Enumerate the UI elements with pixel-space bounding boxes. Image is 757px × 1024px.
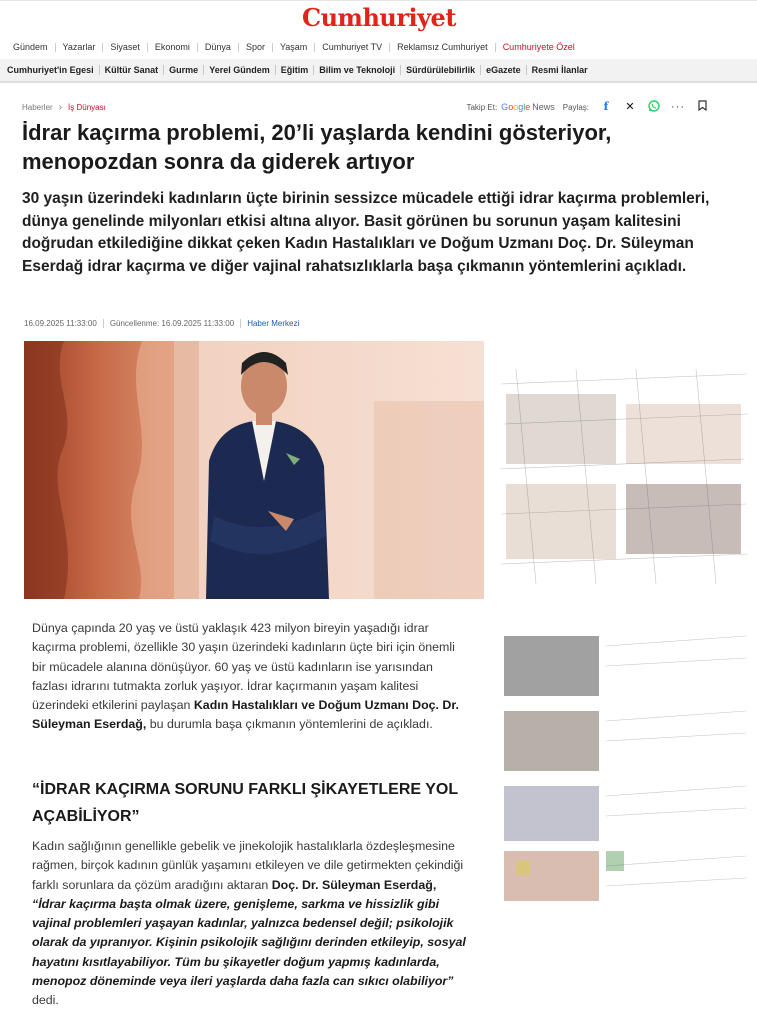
nav-item-dunya[interactable]: Dünya <box>204 42 231 52</box>
nav-item-cumhuriyete-ozel[interactable]: Cumhuriyete Özel <box>502 42 575 52</box>
bookmark-icon[interactable] <box>695 100 709 114</box>
article-subheading: “İDRAR KAÇIRMA SORUNU FARKLI ŞİKAYETLERE YOL AÇABİLİYOR” <box>32 781 458 825</box>
nav-item-siyaset[interactable]: Siyaset <box>110 42 140 52</box>
expert-quote: “İdrar kaçırma başta olmak üzere, genişleme, sarkma ve hissizlik gibi vajinal problemleri yaşayan kadınlar, yalnızca bedensel değil; psikolojik olarak da yıpranıyor. Kişinin psikolojik sağlığını derinden etkileyip, sosyal hayatını kısıtlayabiliyor. Tüm bu şikayetler doğum yapmış kadınlarda, menopoz döneminde veya ileri yaşlarda daha fazla can sıkıcı olabiliyor” <box>32 896 466 989</box>
article-hero-image <box>24 341 484 599</box>
nav-item-gundem[interactable]: Gündem <box>13 42 48 52</box>
site-logo[interactable]: Cumhuriyet <box>302 3 456 32</box>
article-title: İdrar kaçırma problemi, 20’li yaşlarda kendini gösteriyor, menopozdan sonra da giderek artıyor <box>22 120 612 174</box>
published-date: 16.09.2025 11:33:00 <box>24 319 97 328</box>
google-news-follow[interactable] <box>501 102 555 112</box>
breadcrumb <box>22 102 106 113</box>
article-paragraph-1 <box>32 619 472 735</box>
nav2-item-kultur-sanat[interactable]: Kültür Sanat <box>104 65 159 75</box>
follow-label: Takip Et: <box>466 102 498 112</box>
google-logo-letter: g <box>518 102 524 112</box>
google-logo-letter: l <box>523 102 526 112</box>
google-news-label: News <box>532 102 555 112</box>
updated-date: Güncellenme: 16.09.2025 11:33:00 <box>109 319 235 328</box>
paragraph-text: bu durumla başa çıkmanın yöntemlerini de açıkladı. <box>146 717 433 732</box>
google-logo-letter: e <box>525 102 531 112</box>
nav2-item-resmi-ilanlar[interactable]: Resmi İlanlar <box>531 65 588 75</box>
article-paragraph-2 <box>32 837 472 1011</box>
nav2-item-surdurulebilirlik[interactable]: Sürdürülebilirlik <box>406 65 476 75</box>
share-bar <box>466 100 709 114</box>
google-logo-letter: G <box>501 102 509 112</box>
nav-item-spor[interactable]: Spor <box>245 42 265 52</box>
article-meta <box>24 319 299 328</box>
whatsapp-icon[interactable] <box>647 100 661 114</box>
nav-item-yazarlar[interactable]: Yazarlar <box>62 42 96 52</box>
nav2-item-egazete[interactable]: eGazete <box>486 65 521 75</box>
nav-item-cumhuriyet-tv[interactable]: Cumhuriyet TV <box>322 42 383 52</box>
sidebar-ad-block[interactable] <box>496 606 754 906</box>
paragraph-text: Kadın sağlığının genellikle gebelik ve jinekolojik hastalıklarla özdeşleşmesine rağmen, birçok kadının günlük yaşamını etkileyen ve dile getirmekten çekindiği farklı sorunlara da çözüm aradığını aktaran <box>32 839 464 892</box>
secondary-nav <box>0 59 757 83</box>
more-icon[interactable]: ··· <box>671 101 685 113</box>
chevron-right-icon: › <box>58 102 63 113</box>
nav2-item-yerel-gundem[interactable]: Yerel Gündem <box>209 65 270 75</box>
paragraph-text: dedi. <box>32 993 59 1008</box>
header-divider <box>0 0 757 1</box>
facebook-icon[interactable]: f <box>603 100 609 113</box>
sidebar-ad-block[interactable] <box>496 364 754 590</box>
nav2-item-bilim-teknoloji[interactable]: Bilim ve Teknoloji <box>319 65 396 75</box>
primary-nav <box>0 36 757 58</box>
article-lead: 30 yaşın üzerindeki kadınların üçte birinin sessizce mücadele ettiği idrar kaçırma problemleri, dünya genelinde milyonları etkisi altına alıyor. Basit görünen bu sorunun yaşam kalitesini doğrudan etkilediğine dikkat çeken Kadın Hastalıkları ve Doğum Uzmanı Doç. Dr. Süleyman Eserdağ idrar kaçırma ve diğer vajinal rahatsızlıklarla başa çıkmanın yöntemlerini açıkladı. <box>22 190 710 275</box>
nav2-item-egitim[interactable]: Eğitim <box>280 65 309 75</box>
nav-item-reklamsiz[interactable]: Reklamsız Cumhuriyet <box>397 42 488 52</box>
breadcrumb-category[interactable]: İş Dünyası <box>68 103 106 112</box>
breadcrumb-home[interactable]: Haberler <box>22 103 53 112</box>
nav-item-yasam[interactable]: Yaşam <box>279 42 308 52</box>
author-link[interactable]: Haber Merkezi <box>247 319 300 328</box>
meta-divider <box>240 319 241 328</box>
google-logo-letter: o <box>513 102 519 112</box>
x-icon[interactable]: ✕ <box>625 101 635 113</box>
site-header <box>0 0 757 36</box>
nav2-item-gurme[interactable]: Gurme <box>169 65 199 75</box>
nav-item-ekonomi[interactable]: Ekonomi <box>154 42 190 52</box>
nav2-item-egesi[interactable]: Cumhuriyet'in Egesi <box>7 65 94 75</box>
share-label: Paylaş: <box>562 102 589 112</box>
google-logo-letter: o <box>508 102 514 112</box>
expert-name-bold: Kadın Hastalıkları ve Doğum Uzmanı Doç. Dr. Süleyman Eserdağ, <box>32 698 459 732</box>
meta-divider <box>103 319 104 328</box>
paragraph-text: Dünya çapında 20 yaş ve üstü yaklaşık 423 milyon bireyin yaşadığı idrar kaçırma problemi, özellikle 30 yaşın üzerindeki kadınların üçte biri için önemli bir mücadele alanına dönüşüyor. 60 yaş ve üstü kadınların ise yarısından fazlası idrarını tutmakta zorluk yaşıyor. İdrar kaçırmanın yaşam kalitesi üzerindeki etkilerini paylaşan <box>32 621 455 713</box>
expert-name-bold: Doç. Dr. Süleyman Eserdağ, <box>271 877 437 892</box>
